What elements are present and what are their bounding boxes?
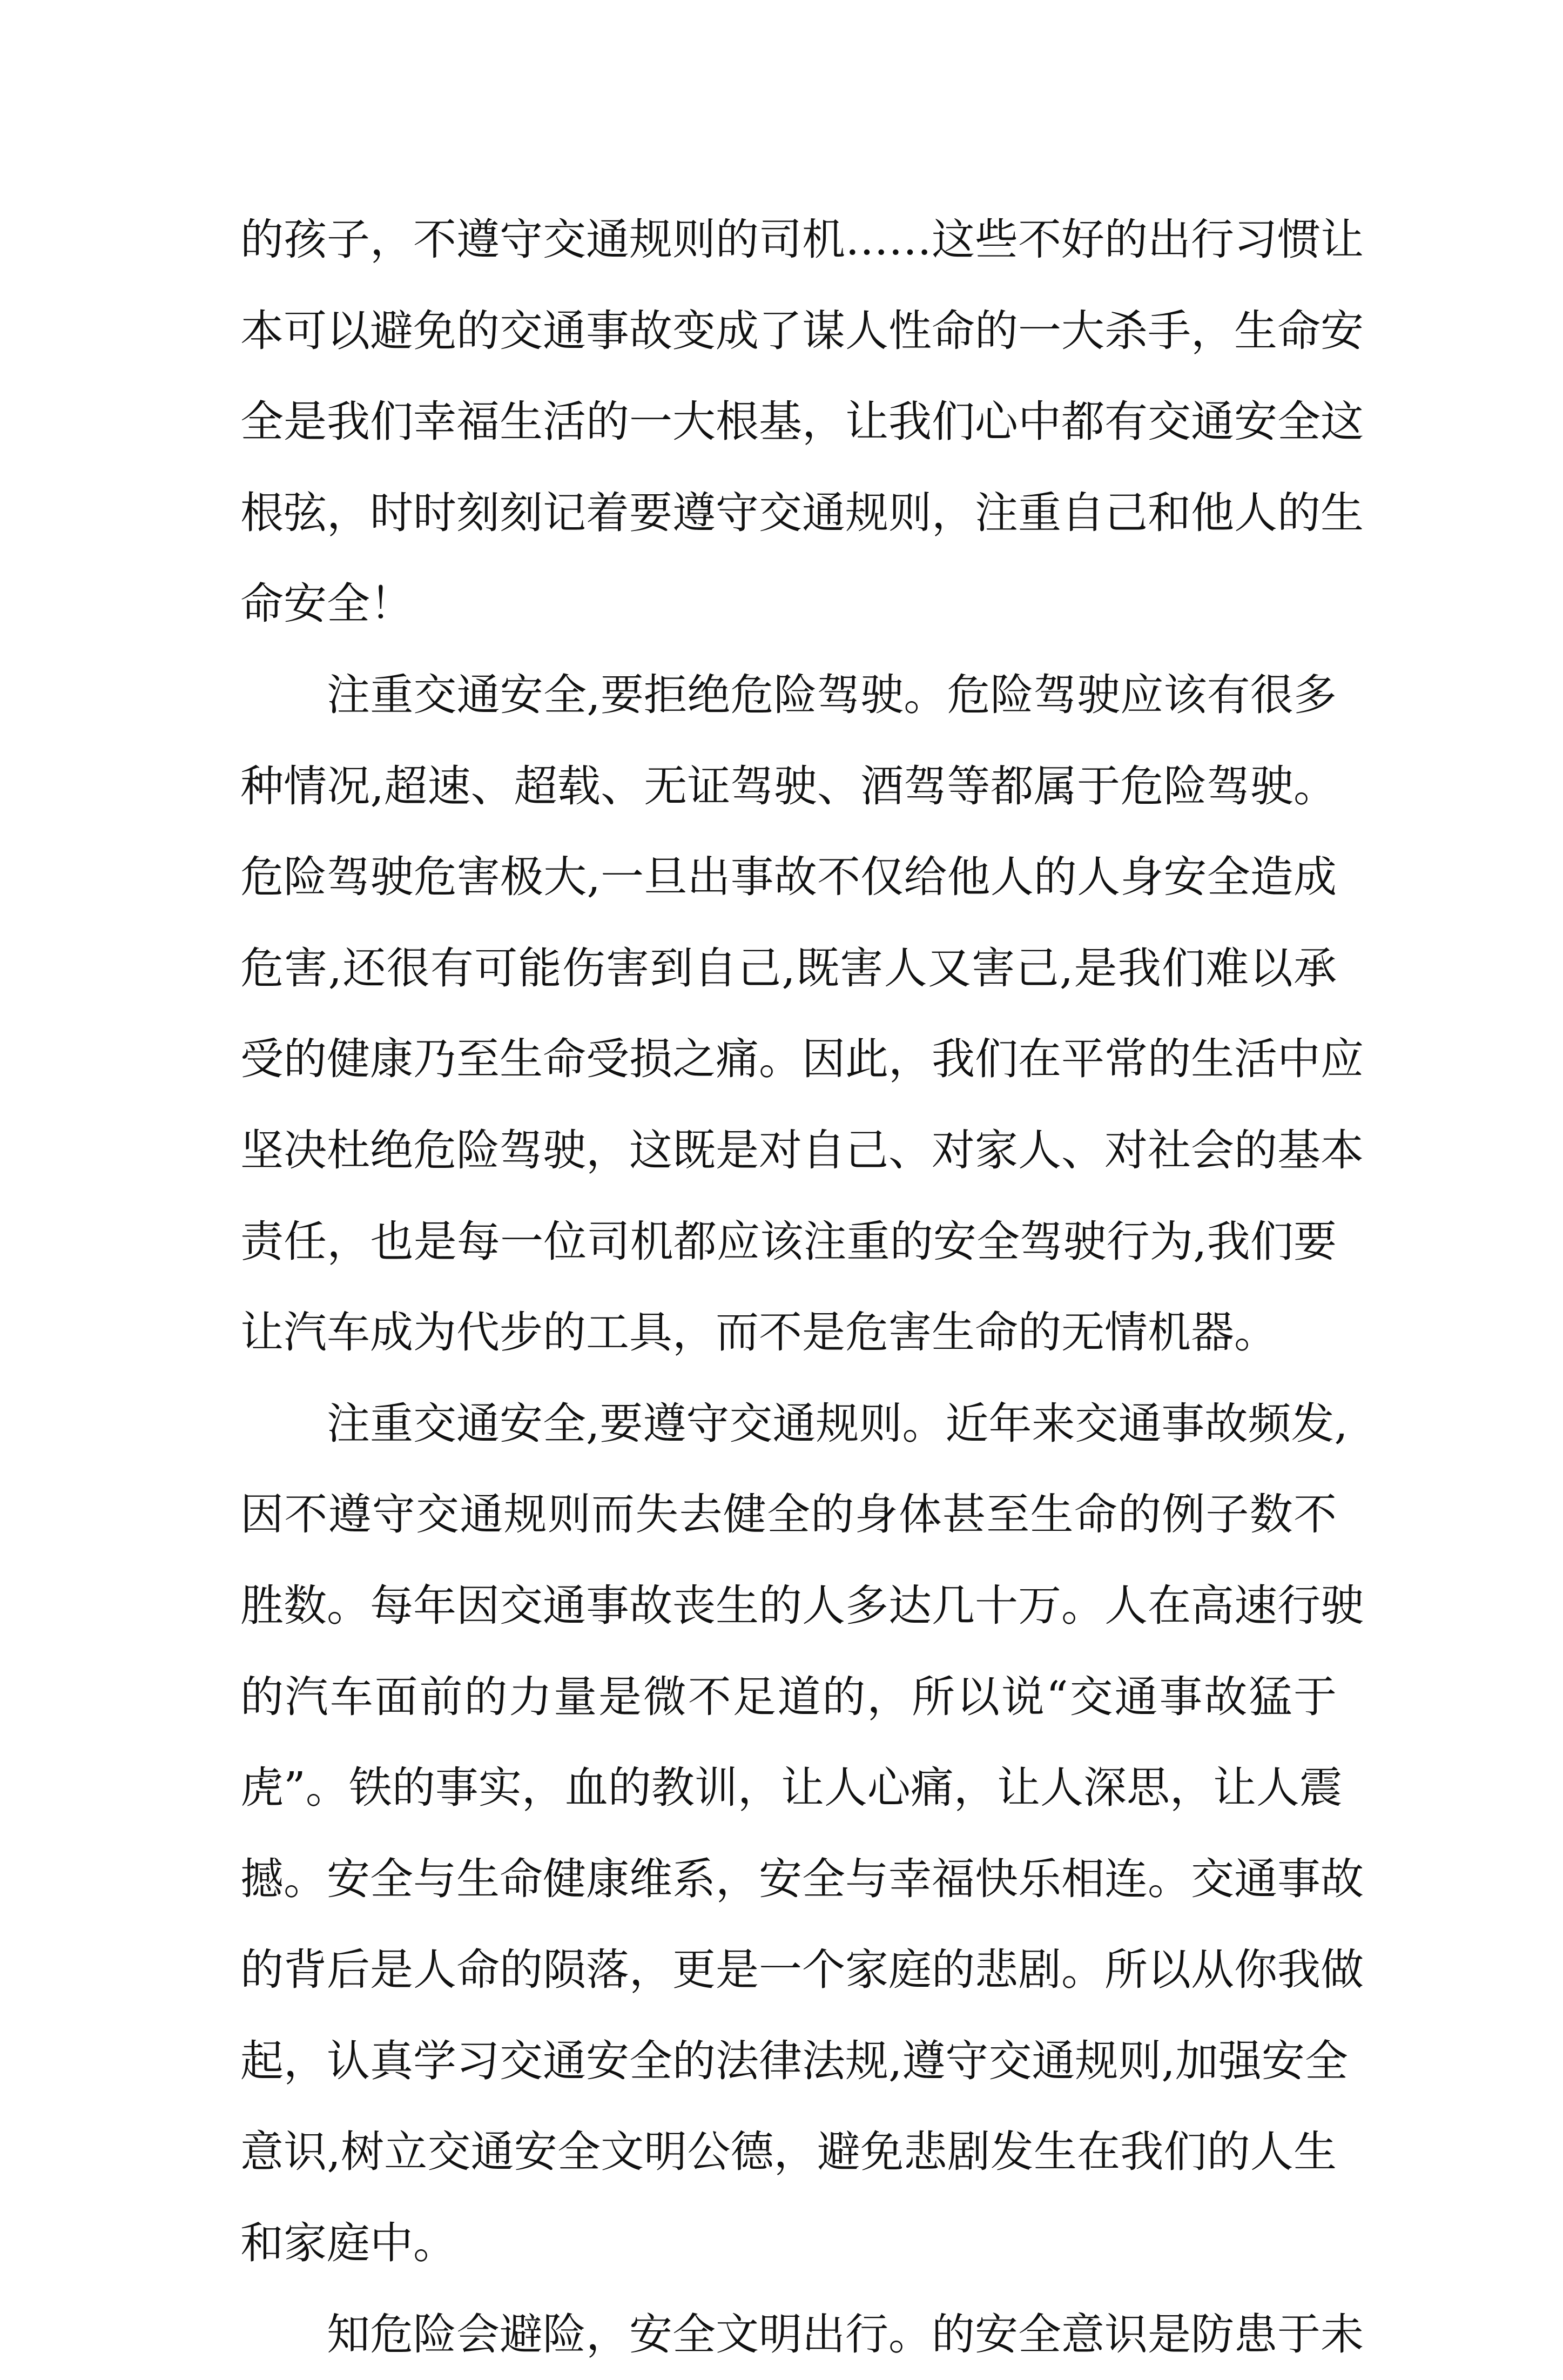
body-text [240, 194, 1364, 2380]
text-line: 注重交通安全,要遵守交通规则。近年来交通事故频发, [327, 1398, 1348, 1449]
text-line: 撼。安全与生命健康维系，安全与幸福快乐相连。交通事故 [240, 1853, 1364, 1904]
text-line: 让汽车成为代步的工具，而不是危害生命的无情机器。 [240, 1307, 1277, 1358]
text-line: 本可以避免的交通事故变成了谋人性命的一大杀手，生命安 [240, 305, 1364, 356]
text-line: 根弦，时时刻刻记着要遵守交通规则，注重自己和他人的生 [240, 487, 1364, 538]
text-line: 因不遵守交通规则而失去健全的身体甚至生命的例子数不 [240, 1489, 1337, 1540]
text-line: 胜数。每年因交通事故丧生的人多达几十万。人在高速行驶 [240, 1580, 1364, 1631]
text-line: 起，认真学习交通安全的法律法规,遵守交通规则,加强安全 [240, 2035, 1348, 2086]
text-line: 全是我们幸福生活的一大根基，让我们心中都有交通安全这 [240, 396, 1364, 447]
text-line: 的背后是人命的陨落，更是一个家庭的悲剧。所以从你我做 [240, 1945, 1364, 1995]
text-line: 种情况,超速、超载、无证驾驶、酒驾等都属于危险驾驶。 [240, 761, 1337, 811]
text-line: 坚决杜绝危险驾驶，这既是对自己、对家人、对社会的基本 [240, 1125, 1364, 1175]
text-line: 虎”。铁的事实，血的教训，让人心痛，让人深思，让人震 [240, 1763, 1343, 1813]
text-line: 的孩子，不遵守交通规则的司机……这些不好的出行习惯让 [240, 214, 1364, 265]
text-line: 责任，也是每一位司机都应该注重的安全驾驶行为,我们要 [240, 1216, 1337, 1267]
text-line: 注重交通安全,要拒绝危险驾驶。危险驾驶应该有很多 [327, 669, 1337, 720]
text-line: 命安全！ [240, 579, 413, 629]
text-line: 的汽车面前的力量是微不足道的，所以说“交通事故猛于 [240, 1671, 1337, 1722]
text-line: 危险驾驶危害极大,一旦出事故不仅给他人的人身安全造成 [240, 852, 1337, 903]
text-line: 危害,还很有可能伤害到自己,既害人又害己,是我们难以承 [240, 943, 1337, 993]
text-line: 和家庭中。 [240, 2218, 456, 2269]
text-line: 知危险会避险，安全文明出行。的安全意识是防患于未 [327, 2309, 1364, 2359]
text-line: 意识,树立交通安全文明公德，避免悲剧发生在我们的人生 [240, 2127, 1337, 2177]
text-line: 受的健康乃至生命受损之痛。因此，我们在平常的生活中应 [240, 1034, 1364, 1085]
